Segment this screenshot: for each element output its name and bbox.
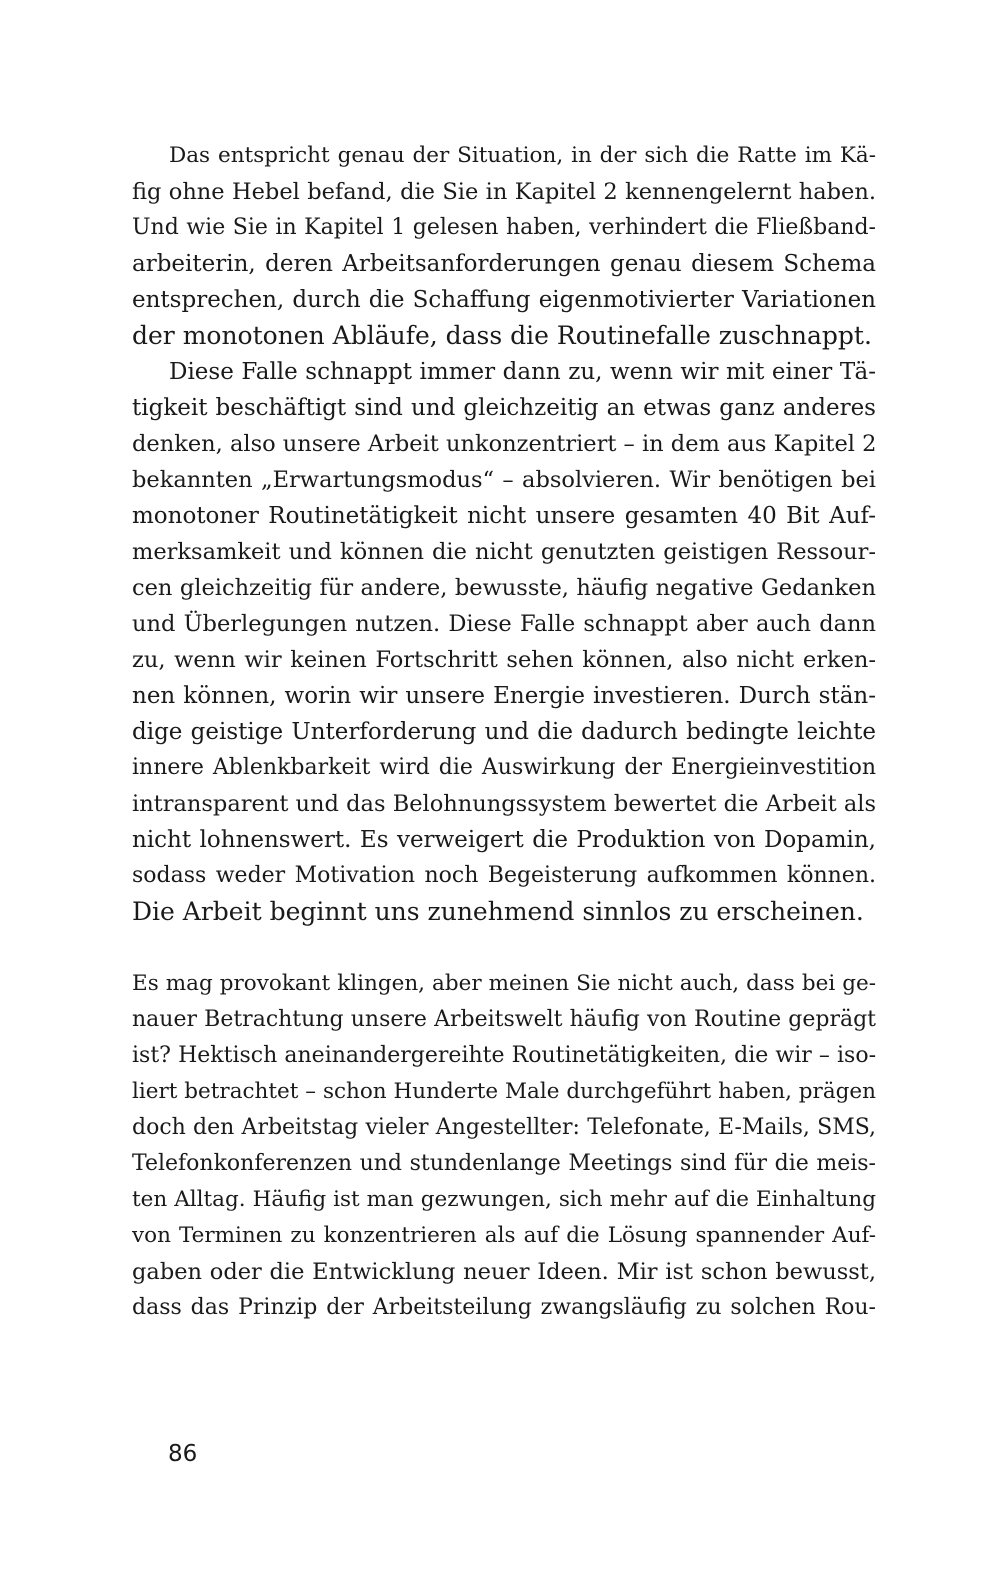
text-line: innere Ablenkbarkeit wird die Auswirkung der Energieinvestition — [132, 755, 876, 780]
text-line: und Überlegungen nutzen. Diese Falle schnappt aber auch dann — [132, 611, 876, 637]
paragraph-3 — [132, 966, 876, 1326]
text-line: fig ohne Hebel befand, die Sie in Kapitel 2 kennengelernt haben. — [132, 179, 876, 205]
section-break — [132, 930, 876, 966]
text-line: bekannten „Erwartungsmodus“ – absolvieren. Wir benötigen bei — [132, 467, 876, 493]
text-line: ist? Hektisch aneinandergereihte Routinetätigkeiten, die wir – iso- — [132, 1043, 876, 1068]
text-line: dige geistige Unterforderung und die dadurch bedingte leichte — [132, 719, 876, 745]
text-line: dass das Prinzip der Arbeitsteilung zwangsläufig zu solchen Rou- — [132, 1295, 876, 1320]
text-line: Es mag provokant klingen, aber meinen Sie nicht auch, dass bei ge- — [132, 971, 876, 996]
text-line: entsprechen, durch die Schaffung eigenmotivierter Variationen — [132, 287, 876, 313]
text-line: cen gleichzeitig für andere, bewusste, häufig negative Gedanken — [132, 575, 876, 601]
text-line: zu, wenn wir keinen Fortschritt sehen können, also nicht erken- — [132, 647, 876, 673]
text-line: monotoner Routinetätigkeit nicht unsere gesamten 40 Bit Auf- — [132, 503, 876, 529]
text-line: denken, also unsere Arbeit unkonzentriert – in dem aus Kapitel 2 — [132, 431, 877, 457]
text-line: sodass weder Motivation noch Begeisterung aufkommen können. — [132, 863, 876, 888]
text-line: Und wie Sie in Kapitel 1 gelesen haben, verhindert die Fließband- — [132, 215, 876, 240]
text-line: Diese Falle schnappt immer dann zu, wenn wir mit einer Tä- — [169, 359, 876, 385]
text-line: nauer Betrachtung unsere Arbeitswelt häufig von Routine geprägt — [132, 1007, 876, 1032]
text-line: Das entspricht genau der Situation, in der sich die Ratte im Kä- — [169, 143, 876, 168]
paragraph-2 — [132, 354, 876, 930]
text-line: Telefonkonferenzen und stundenlange Meetings sind für die meis- — [132, 1151, 876, 1176]
text-line: intransparent und das Belohnungssystem bewertet die Arbeit als — [132, 791, 876, 817]
paragraph-1 — [132, 138, 876, 354]
page-number: 86 — [168, 1441, 198, 1467]
text-line: liert betrachtet – schon Hunderte Male durchgeführt haben, prägen — [132, 1079, 876, 1104]
text-line: merksamkeit und können die nicht genutzten geistigen Ressour- — [132, 539, 876, 565]
text-line: der monotonen Abläufe, dass die Routinefalle zuschnappt. — [132, 321, 872, 350]
text-line: nen können, worin wir unsere Energie investieren. Durch stän- — [132, 683, 876, 709]
text-line: ten Alltag. Häufig ist man gezwungen, sich mehr auf die Einhaltung — [132, 1187, 876, 1212]
text-line: nicht lohnenswert. Es verweigert die Produktion von Dopamin, — [132, 827, 876, 853]
body-text — [132, 138, 876, 1326]
text-line: gaben oder die Entwicklung neuer Ideen. Mir ist schon bewusst, — [132, 1259, 876, 1285]
text-line: arbeiterin, deren Arbeitsanforderungen genau diesem Schema — [132, 251, 876, 277]
text-line: tigkeit beschäftigt sind und gleichzeitig an etwas ganz anderes — [132, 395, 876, 421]
text-line: doch den Arbeitstag vieler Angestellter: Telefonate, E-Mails, SMS, — [132, 1115, 876, 1140]
text-line: von Terminen zu konzentrieren als auf die Lösung spannender Auf- — [132, 1223, 876, 1248]
text-line: Die Arbeit beginnt uns zunehmend sinnlos zu erscheinen. — [132, 897, 864, 926]
